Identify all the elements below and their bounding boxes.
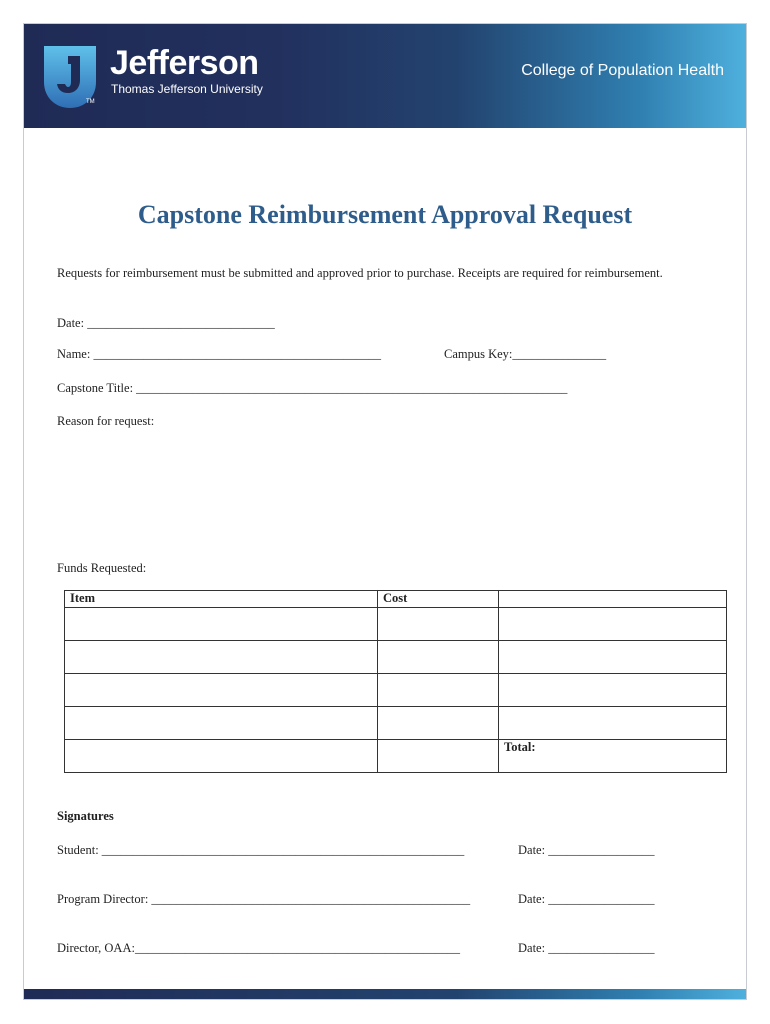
intro-text: Requests for reimbursement must be submitted and approved prior to purchase. Receipts are required for reimbursement. — [57, 266, 663, 280]
signatures-heading: Signatures — [57, 809, 114, 823]
table-header-row — [65, 591, 727, 608]
form-title: Capstone Reimbursement Approval Request — [137, 200, 633, 229]
table-row — [65, 608, 727, 641]
extra-cell[interactable] — [499, 674, 727, 707]
program-director-date-field[interactable]: Date: _________________ — [518, 892, 655, 906]
extra-cell[interactable] — [499, 608, 727, 641]
item-cell[interactable] — [65, 674, 378, 707]
cost-cell[interactable] — [378, 674, 499, 707]
table-row — [65, 641, 727, 674]
header-blank — [499, 591, 727, 608]
date-field[interactable]: Date: ______________________________ — [57, 316, 275, 330]
student-date-field[interactable]: Date: _________________ — [518, 843, 655, 857]
student-signature-field[interactable]: Student: __________________________________________________________ — [57, 843, 465, 857]
brand-subtitle: Thomas Jefferson University — [111, 82, 263, 96]
item-cell[interactable] — [65, 707, 378, 740]
extra-cell[interactable] — [499, 641, 727, 674]
brand-name: Jefferson — [110, 44, 259, 82]
college-name: College of Population Health — [521, 62, 724, 79]
reason-label: Reason for request: — [57, 414, 155, 428]
funds-table — [64, 590, 727, 773]
cost-cell[interactable] — [378, 641, 499, 674]
footer-bar — [24, 989, 746, 999]
item-cell[interactable] — [65, 740, 378, 773]
table-row — [65, 707, 727, 740]
table-row — [65, 740, 727, 773]
director-signature-field[interactable]: Director, OAA:____________________________________________________ — [57, 941, 460, 955]
form-page — [23, 23, 747, 1000]
table-row — [65, 674, 727, 707]
item-cell[interactable] — [65, 608, 378, 641]
cost-cell[interactable] — [378, 740, 499, 773]
item-cell[interactable] — [65, 641, 378, 674]
director-date-field[interactable]: Date: _________________ — [518, 941, 655, 955]
header-item: Item — [65, 591, 378, 608]
cost-cell[interactable] — [378, 707, 499, 740]
capstone-title-field[interactable]: Capstone Title: _____________________________________________________________________ — [57, 381, 568, 395]
header-banner — [24, 24, 746, 128]
header-cost: Cost — [378, 591, 499, 608]
program-director-signature-field[interactable]: Program Director: ___________________________________________________ — [57, 892, 471, 906]
total-label: Total: — [499, 740, 727, 773]
cost-cell[interactable] — [378, 608, 499, 641]
name-field[interactable]: Name: ______________________________________________ — [57, 347, 381, 361]
funds-label: Funds Requested: — [57, 561, 147, 575]
extra-cell[interactable] — [499, 707, 727, 740]
trademark-mark: TM — [86, 99, 95, 105]
campus-key-field[interactable]: Campus Key:_______________ — [444, 347, 607, 361]
